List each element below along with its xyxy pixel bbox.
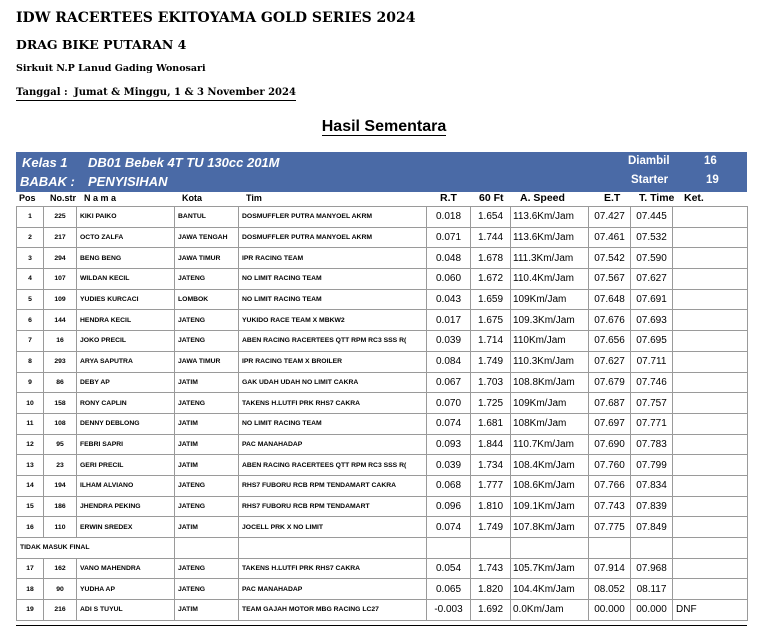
table-row (17, 517, 748, 538)
cell-tim: RHS7 FUBORU RCB RPM TENDAMART CAKRA (239, 475, 427, 496)
cell-nostr: 293 (44, 351, 77, 372)
cell-kota: BANTUL (175, 207, 239, 228)
cell-nama: KIKI PAIKO (77, 207, 175, 228)
cell-kota: JATENG (175, 310, 239, 331)
cell-pos: 5 (17, 289, 44, 310)
cell-ttime: 07.771 (631, 413, 673, 434)
cell-et: 00.000 (589, 600, 631, 621)
cell-tim: TAKENS H.LUTFI PRK RHS7 CAKRA (239, 558, 427, 579)
cell-et: 07.697 (589, 413, 631, 434)
cell-ket (673, 475, 748, 496)
cell-ttime: 08.117 (631, 579, 673, 600)
cell-et: 07.760 (589, 455, 631, 476)
cell-nostr: 107 (44, 269, 77, 290)
babak-label: BABAK : (20, 174, 75, 189)
diambil-value: 16 (704, 155, 717, 167)
col-rt: R.T (440, 192, 457, 204)
cell-kota: JATIM (175, 455, 239, 476)
cell-60ft: 1.749 (471, 351, 511, 372)
cell-tim: NO LIMIT RACING TEAM (239, 289, 427, 310)
cell-kota: JATENG (175, 331, 239, 352)
cell-ttime: 07.799 (631, 455, 673, 476)
cell-nama: JHENDRA PEKING (77, 496, 175, 517)
cell-ket (673, 413, 748, 434)
results-title: Hasil Sementara (321, 118, 447, 135)
cell-et: 08.052 (589, 579, 631, 600)
cell-pos: 1 (17, 207, 44, 228)
cell-pos: 11 (17, 413, 44, 434)
cell-aspeed: 108.4Km/Jam (511, 455, 589, 476)
cell-nostr: 95 (44, 434, 77, 455)
cell-rt: 0.084 (427, 351, 471, 372)
cell-kota: JATIM (175, 600, 239, 621)
cell-ttime: 07.746 (631, 372, 673, 393)
empty-cell (175, 538, 239, 559)
cell-60ft: 1.659 (471, 289, 511, 310)
cell-rt: 0.060 (427, 269, 471, 290)
table-row (17, 393, 748, 414)
kelas-value: DB01 Bebek 4T TU 130cc 201M (88, 155, 280, 170)
cell-aspeed: 111.3Km/Jam (511, 248, 589, 269)
cell-aspeed: 105.7Km/Jam (511, 558, 589, 579)
cell-rt: 0.048 (427, 248, 471, 269)
cell-ket (673, 269, 748, 290)
cell-et: 07.656 (589, 331, 631, 352)
cell-ttime: 07.695 (631, 331, 673, 352)
empty-cell (589, 538, 631, 559)
col-ttime: T. Time (639, 192, 675, 204)
cell-ket (673, 517, 748, 538)
cell-aspeed: 109.3Km/Jam (511, 310, 589, 331)
cell-tim: PAC MANAHADAP (239, 434, 427, 455)
cell-tim: TAKENS H.LUTFI PRK RHS7 CAKRA (239, 393, 427, 414)
col-pos: Pos (19, 193, 36, 203)
cell-kota: LOMBOK (175, 289, 239, 310)
empty-cell (511, 538, 589, 559)
cell-nostr: 158 (44, 393, 77, 414)
cell-pos: 10 (17, 393, 44, 414)
cell-nostr: 225 (44, 207, 77, 228)
cell-nama: YUDHA AP (77, 579, 175, 600)
table-row (17, 372, 748, 393)
event-date (16, 87, 296, 101)
cell-et: 07.542 (589, 248, 631, 269)
cell-ttime: 07.849 (631, 517, 673, 538)
cell-ket (673, 289, 748, 310)
cell-nama: FEBRI SAPRI (77, 434, 175, 455)
cell-pos: 15 (17, 496, 44, 517)
cell-tim: IPR RACING TEAM (239, 248, 427, 269)
cell-pos: 16 (17, 517, 44, 538)
cell-60ft: 1.672 (471, 269, 511, 290)
cell-rt: 0.074 (427, 517, 471, 538)
table-row (17, 475, 748, 496)
cell-pos: 9 (17, 372, 44, 393)
cell-kota: JATENG (175, 496, 239, 517)
cell-pos: 4 (17, 269, 44, 290)
cell-tim: JOCELL PRK X NO LIMIT (239, 517, 427, 538)
empty-cell (673, 538, 748, 559)
cell-pos: 12 (17, 434, 44, 455)
cell-ttime: 07.839 (631, 496, 673, 517)
starter-value: 19 (706, 174, 719, 186)
cell-ket (673, 372, 748, 393)
cell-nostr: 186 (44, 496, 77, 517)
circuit-name: Sirkuit N.P Lanud Gading Wonosari (16, 63, 206, 74)
cell-rt: 0.096 (427, 496, 471, 517)
cell-60ft: 1.777 (471, 475, 511, 496)
cell-nostr: 108 (44, 413, 77, 434)
kelas-label: Kelas 1 (22, 155, 68, 170)
table-row (17, 455, 748, 476)
cell-ket (673, 579, 748, 600)
empty-cell (631, 538, 673, 559)
cell-nama: RONY CAPLIN (77, 393, 175, 414)
cell-ttime: 07.532 (631, 227, 673, 248)
cell-kota: JATENG (175, 579, 239, 600)
cell-rt: -0.003 (427, 600, 471, 621)
cell-kota: JAWA TIMUR (175, 351, 239, 372)
cell-ket (673, 455, 748, 476)
cell-et: 07.679 (589, 372, 631, 393)
table-row (17, 227, 748, 248)
table-row (17, 351, 748, 372)
cell-aspeed: 109Km/Jam (511, 393, 589, 414)
cell-60ft: 1.743 (471, 558, 511, 579)
cell-et: 07.676 (589, 310, 631, 331)
cell-60ft: 1.692 (471, 600, 511, 621)
subheading-label: TIDAK MASUK FINAL (17, 538, 175, 559)
cell-kota: JATENG (175, 558, 239, 579)
cell-60ft: 1.681 (471, 413, 511, 434)
col-ket: Ket. (684, 192, 704, 204)
event-title: IDW RACERTEES EKITOYAMA GOLD SERIES 2024 (16, 10, 416, 26)
cell-60ft: 1.734 (471, 455, 511, 476)
cell-ttime: 00.000 (631, 600, 673, 621)
cell-kota: JATENG (175, 269, 239, 290)
bottom-rule (16, 625, 747, 626)
cell-et: 07.766 (589, 475, 631, 496)
cell-nostr: 217 (44, 227, 77, 248)
cell-rt: 0.017 (427, 310, 471, 331)
cell-ket (673, 310, 748, 331)
cell-nostr: 216 (44, 600, 77, 621)
cell-nostr: 194 (44, 475, 77, 496)
cell-nostr: 86 (44, 372, 77, 393)
cell-nama: HENDRA KECIL (77, 310, 175, 331)
cell-nostr: 16 (44, 331, 77, 352)
col-aspeed: A. Speed (520, 192, 565, 204)
event-subtitle: DRAG BIKE PUTARAN 4 (16, 37, 187, 52)
cell-aspeed: 104.4Km/Jam (511, 579, 589, 600)
cell-nama: YUDIES KURCACI (77, 289, 175, 310)
cell-aspeed: 109.1Km/Jam (511, 496, 589, 517)
cell-ket: DNF (673, 600, 748, 621)
cell-tim: ABEN RACING RACERTEES QTT RPM RC3 SSS R( (239, 331, 427, 352)
cell-rt: 0.065 (427, 579, 471, 600)
cell-pos: 13 (17, 455, 44, 476)
cell-pos: 2 (17, 227, 44, 248)
cell-60ft: 1.714 (471, 331, 511, 352)
cell-nostr: 109 (44, 289, 77, 310)
table-row (17, 310, 748, 331)
cell-aspeed: 109Km/Jam (511, 289, 589, 310)
cell-ttime: 07.691 (631, 289, 673, 310)
cell-nama: ILHAM ALVIANO (77, 475, 175, 496)
date-value: Jumat & Minggu, 1 & 3 November 2024 (74, 87, 296, 98)
table-row (17, 413, 748, 434)
cell-ttime: 07.693 (631, 310, 673, 331)
diambil-label: Diambil (628, 155, 670, 167)
cell-nama: JOKO PRECIL (77, 331, 175, 352)
cell-ttime: 07.445 (631, 207, 673, 228)
cell-ket (673, 393, 748, 414)
cell-nostr: 90 (44, 579, 77, 600)
cell-60ft: 1.844 (471, 434, 511, 455)
col-nama: N a m a (84, 193, 117, 203)
cell-et: 07.687 (589, 393, 631, 414)
starter-label: Starter (631, 174, 669, 186)
cell-ket (673, 227, 748, 248)
cell-nama: WILDAN KECIL (77, 269, 175, 290)
cell-rt: 0.070 (427, 393, 471, 414)
cell-tim: GAK UDAH UDAH NO LIMIT CAKRA (239, 372, 427, 393)
cell-rt: 0.074 (427, 413, 471, 434)
cell-ttime: 07.627 (631, 269, 673, 290)
table-row (17, 579, 748, 600)
table-row (17, 289, 748, 310)
cell-pos: 3 (17, 248, 44, 269)
table-row (17, 207, 748, 228)
cell-ket (673, 496, 748, 517)
table-row (17, 269, 748, 290)
cell-ttime: 07.783 (631, 434, 673, 455)
cell-tim: IPR RACING TEAM X BROILER (239, 351, 427, 372)
cell-nama: OCTO ZALFA (77, 227, 175, 248)
cell-kota: JATENG (175, 393, 239, 414)
cell-et: 07.743 (589, 496, 631, 517)
col-kota: Kota (182, 193, 202, 203)
cell-60ft: 1.749 (471, 517, 511, 538)
cell-kota: JATIM (175, 517, 239, 538)
col-60ft: 60 Ft (479, 192, 504, 204)
empty-cell (471, 538, 511, 559)
cell-rt: 0.039 (427, 331, 471, 352)
cell-60ft: 1.810 (471, 496, 511, 517)
cell-ket (673, 558, 748, 579)
table-row (17, 434, 748, 455)
cell-pos: 14 (17, 475, 44, 496)
cell-ttime: 07.757 (631, 393, 673, 414)
cell-rt: 0.043 (427, 289, 471, 310)
cell-tim: YUKIDO RACE TEAM X MBKW2 (239, 310, 427, 331)
empty-cell (239, 538, 427, 559)
cell-rt: 0.039 (427, 455, 471, 476)
cell-ttime: 07.968 (631, 558, 673, 579)
cell-kota: JATIM (175, 372, 239, 393)
cell-kota: JAWA TENGAH (175, 227, 239, 248)
cell-tim: DOSMUFFLER PUTRA MANYOEL AKRM (239, 207, 427, 228)
cell-pos: 7 (17, 331, 44, 352)
cell-ttime: 07.711 (631, 351, 673, 372)
cell-ttime: 07.590 (631, 248, 673, 269)
cell-aspeed: 110.7Km/Jam (511, 434, 589, 455)
cell-rt: 0.018 (427, 207, 471, 228)
cell-nama: ARYA SAPUTRA (77, 351, 175, 372)
table-row (17, 331, 748, 352)
cell-nama: DEBY AP (77, 372, 175, 393)
cell-aspeed: 110Km/Jam (511, 331, 589, 352)
cell-aspeed: 108.8Km/Jam (511, 372, 589, 393)
col-et: E.T (604, 192, 621, 204)
cell-nama: ERWIN SREDEX (77, 517, 175, 538)
cell-pos: 17 (17, 558, 44, 579)
col-tim: Tim (246, 193, 262, 203)
cell-ket (673, 351, 748, 372)
cell-nostr: 144 (44, 310, 77, 331)
results-table (16, 206, 748, 621)
cell-nama: GERI PRECIL (77, 455, 175, 476)
col-nostr: No.str (50, 193, 77, 203)
cell-tim: PAC MANAHADAP (239, 579, 427, 600)
cell-ket (673, 331, 748, 352)
cell-60ft: 1.725 (471, 393, 511, 414)
cell-nama: BENG BENG (77, 248, 175, 269)
babak-value: PENYISIHAN (88, 174, 168, 189)
cell-rt: 0.054 (427, 558, 471, 579)
cell-et: 07.627 (589, 351, 631, 372)
cell-kota: JATIM (175, 413, 239, 434)
date-label: Tanggal : (16, 87, 68, 98)
cell-60ft: 1.675 (471, 310, 511, 331)
cell-aspeed: 113.6Km/Jam (511, 227, 589, 248)
cell-et: 07.690 (589, 434, 631, 455)
cell-pos: 6 (17, 310, 44, 331)
cell-et: 07.427 (589, 207, 631, 228)
cell-aspeed: 113.6Km/Jam (511, 207, 589, 228)
cell-pos: 18 (17, 579, 44, 600)
cell-et: 07.461 (589, 227, 631, 248)
cell-kota: JATENG (175, 475, 239, 496)
cell-aspeed: 0.0Km/Jam (511, 600, 589, 621)
cell-aspeed: 110.3Km/Jam (511, 351, 589, 372)
cell-kota: JAWA TIMUR (175, 248, 239, 269)
cell-tim: ABEN RACING RACERTEES QTT RPM RC3 SSS R( (239, 455, 427, 476)
cell-nama: VANO MAHENDRA (77, 558, 175, 579)
column-headers (16, 193, 747, 206)
cell-nostr: 110 (44, 517, 77, 538)
cell-nama: DENNY DEBLONG (77, 413, 175, 434)
subheading-row (17, 538, 748, 559)
cell-nama: ADI S TUYUL (77, 600, 175, 621)
cell-rt: 0.067 (427, 372, 471, 393)
cell-kota: JATIM (175, 434, 239, 455)
table-row (17, 600, 748, 621)
cell-tim: NO LIMIT RACING TEAM (239, 413, 427, 434)
cell-et: 07.914 (589, 558, 631, 579)
cell-ket (673, 434, 748, 455)
cell-60ft: 1.654 (471, 207, 511, 228)
cell-aspeed: 108.6Km/Jam (511, 475, 589, 496)
cell-nostr: 294 (44, 248, 77, 269)
table-row (17, 496, 748, 517)
cell-aspeed: 108Km/Jam (511, 413, 589, 434)
cell-ttime: 07.834 (631, 475, 673, 496)
table-row (17, 248, 748, 269)
cell-60ft: 1.744 (471, 227, 511, 248)
cell-aspeed: 107.8Km/Jam (511, 517, 589, 538)
cell-nostr: 23 (44, 455, 77, 476)
class-info-band (16, 152, 747, 192)
cell-pos: 19 (17, 600, 44, 621)
cell-60ft: 1.678 (471, 248, 511, 269)
cell-rt: 0.071 (427, 227, 471, 248)
cell-60ft: 1.703 (471, 372, 511, 393)
cell-60ft: 1.820 (471, 579, 511, 600)
cell-pos: 8 (17, 351, 44, 372)
cell-et: 07.567 (589, 269, 631, 290)
cell-rt: 0.068 (427, 475, 471, 496)
cell-nostr: 162 (44, 558, 77, 579)
cell-tim: NO LIMIT RACING TEAM (239, 269, 427, 290)
empty-cell (427, 538, 471, 559)
cell-et: 07.775 (589, 517, 631, 538)
cell-aspeed: 110.4Km/Jam (511, 269, 589, 290)
cell-rt: 0.093 (427, 434, 471, 455)
table-row (17, 558, 748, 579)
cell-ket (673, 248, 748, 269)
cell-tim: DOSMUFFLER PUTRA MANYOEL AKRM (239, 227, 427, 248)
cell-et: 07.648 (589, 289, 631, 310)
cell-ket (673, 207, 748, 228)
cell-tim: TEAM GAJAH MOTOR MBG RACING LC27 (239, 600, 427, 621)
cell-tim: RHS7 FUBORU RCB RPM TENDAMART (239, 496, 427, 517)
